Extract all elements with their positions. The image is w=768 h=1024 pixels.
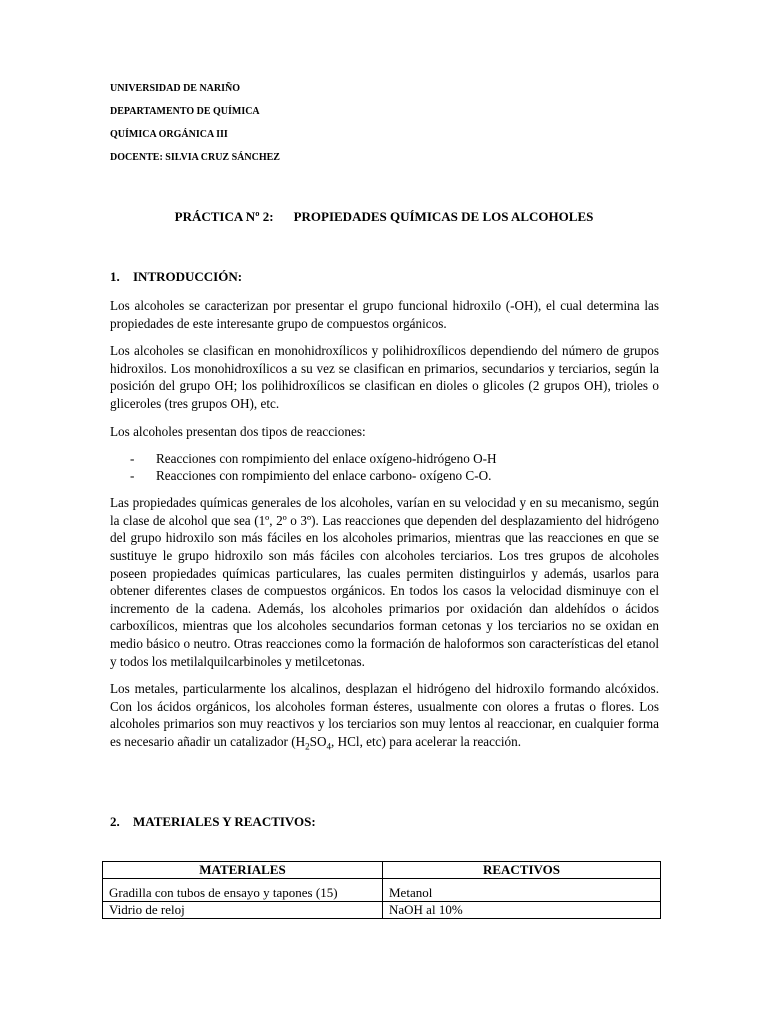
list-item: - Reacciones con rompimiento del enlace carbono- oxígeno C-O. — [130, 468, 492, 484]
teacher-name: DOCENTE: SILVIA CRUZ SÁNCHEZ — [110, 152, 280, 163]
materials-reagents-table — [102, 861, 661, 919]
table-cell: Vidrio de reloj — [103, 902, 383, 919]
table-cell: NaOH al 10% — [383, 902, 661, 919]
section-heading-materials — [110, 814, 316, 830]
practice-title-text: PROPIEDADES QUÍMICAS DE LOS ALCOHOLES — [293, 209, 594, 224]
table-row — [103, 902, 661, 919]
paragraph-1: Los alcoholes se caracterizan por presentar el grupo funcional hidroxilo (-OH), el cual determina las propiedades de este interesante grupo de compuestos orgánicos. — [110, 298, 659, 331]
list-bullet: - — [130, 468, 135, 484]
practice-title — [0, 209, 768, 225]
paragraph-4: Las propiedades químicas generales de los alcoholes, varían en su velocidad y en su mecanismo, según la clase de alcohol que sea (1º, 2º o 3º). Las reacciones que dependen del desplazamiento del hidrógeno del grupo hidroxilo son más fáciles en los alcoholes primarios, mientras que las reacciones en que se sustituye le grupo hidroxilo son más fáciles con alcoholes terciarios. Los tres grupos de alcoholes poseen propiedades químicas particulares, las cuales permiten distinguirlos y además, usarlos para obtener diferentes clases de compuestos orgánicos. En todos los casos la velocidad disminuye con el incremento de la cadena. Además, los alcoholes primarios por oxidación dan aldehídos o ácidos carboxílicos, mientras que los alcoholes secundarios forman cetonas y los terciarios no se oxidan en medio básico o neutro. Otras reacciones como la formación de haloformos son características del etanol y todos los metilalquilcarbinoles y metilcetonas. — [110, 495, 659, 669]
list-bullet: - — [130, 451, 135, 467]
list-item: - Reacciones con rompimiento del enlace oxígeno-hidrógeno O-H — [130, 451, 497, 467]
document-header — [110, 82, 670, 174]
column-header-materials: MATERIALES — [103, 862, 383, 879]
practice-number: PRÁCTICA Nº 2: — [174, 209, 274, 224]
table-row — [103, 879, 661, 902]
university-name: UNIVERSIDAD DE NARIÑO — [110, 83, 241, 94]
section-number: 1. — [110, 269, 120, 284]
course-name: QUÍMICA ORGÁNICA III — [110, 129, 228, 140]
paragraph-3: Los alcoholes presentan dos tipos de reacciones: — [110, 423, 366, 439]
section-title: MATERIALES Y REACTIVOS: — [133, 814, 316, 829]
paragraph-5: Los metales, particularmente los alcalinos, desplazan el hidrógeno del hidroxilo formando alcóxidos. Con los ácidos orgánicos, los alcoholes forman ésteres, usualmente con olores a frutas o flores. Los alcoholes primarios son muy reactivos y los terciarios son muy lentos al reaccionar, en cualquier forma es necesario añadir un catalizador ($H_2SO_4$, HCl, etc) para acelerar la reacción. — [110, 681, 659, 752]
section-heading-intro — [110, 269, 242, 285]
reaction-types-list — [110, 450, 659, 484]
table-header-row — [103, 862, 661, 879]
section-number: 2. — [110, 814, 120, 829]
introduction-body — [110, 297, 659, 760]
paragraph-2: Los alcoholes se clasifican en monohidroxílicos y polihidroxílicos dependiendo del número de grupos hidroxilos. Los monohidroxílicos a su vez se clasifican en primarios, secundarios y terciarios, según la posición del grupo OH; los polihidroxílicos se clasifican en dioles o glicoles (2 grupos OH), trioles o gliceroles (tres grupos OH), etc. — [110, 343, 659, 411]
table-cell: Gradilla con tubos de ensayo y tapones (15) — [103, 879, 383, 902]
department-name: DEPARTAMENTO DE QUÍMICA — [110, 106, 260, 117]
column-header-reagents: REACTIVOS — [383, 862, 661, 879]
table-cell: Metanol — [383, 879, 661, 902]
section-title: INTRODUCCIÓN: — [133, 269, 243, 284]
